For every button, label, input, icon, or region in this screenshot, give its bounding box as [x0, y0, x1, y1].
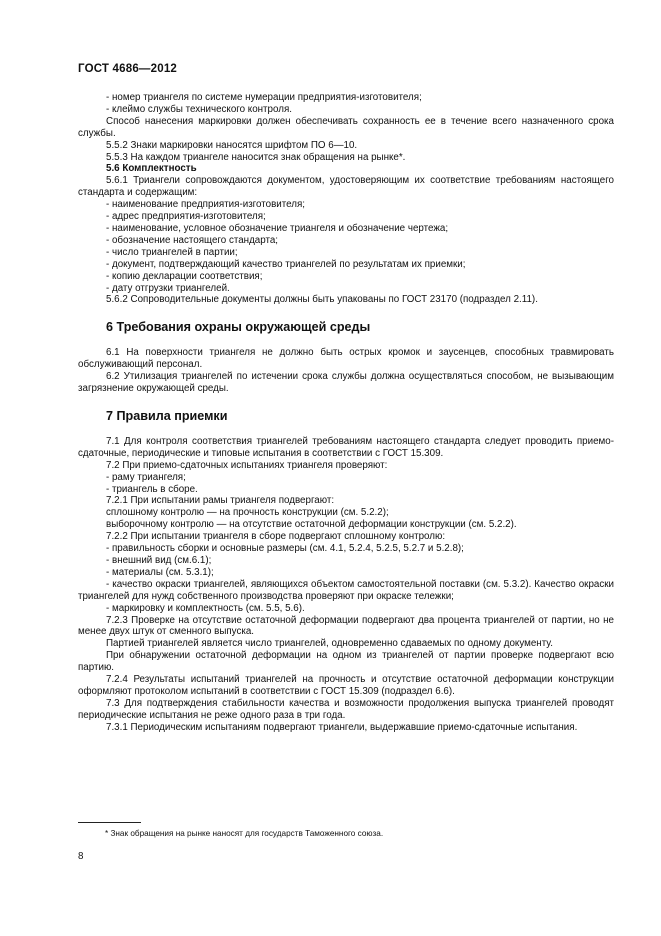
- paragraph: - качество окраски триангелей, являющихся объектом самостоятельной поставки (см. 5.3.2). Качество окраски триангелей для нужд собственного производства проверяют при окраске тележки;: [78, 578, 614, 602]
- section-heading: 7 Правила приемки: [106, 408, 228, 423]
- paragraph: 5.6.1 Триангели сопровождаются документом, удостоверяющим их соответствие требованиям настоящего стандарта и содержащим:: [78, 175, 614, 199]
- paragraph: - материалы (см. 5.3.1);: [106, 566, 214, 578]
- paragraph: - триангель в сборе.: [106, 483, 198, 495]
- paragraph: - обозначение настоящего стандарта;: [106, 234, 279, 246]
- paragraph: Способ нанесения маркировки должен обеспечивать сохранность ее в течение всего назначенного срока службы.: [78, 115, 614, 139]
- paragraph: сплошному контролю — на прочность конструкции (см. 5.2.2);: [106, 507, 389, 519]
- paragraph: - наименование, условное обозначение триангеля и обозначение чертежа;: [106, 222, 449, 234]
- paragraph: - дату отгрузки триангелей.: [106, 282, 230, 294]
- paragraph: 7.3.1 Периодическим испытаниям подвергают триангели, выдержавшие приемо-сдаточные испытания.: [106, 721, 578, 733]
- paragraph: - правильность сборки и основные размеры (см. 4.1, 5.2.4, 5.2.5, 5.2.7 и 5.2.8);: [106, 543, 464, 555]
- paragraph: - адрес предприятия-изготовителя;: [106, 211, 266, 223]
- paragraph: 7.3 Для подтверждения стабильности качества и возможности продолжения выпуска триангелей проводят периодические испытания не реже одного раза в три года.: [78, 697, 614, 721]
- document-header: ГОСТ 4686—2012: [78, 63, 178, 75]
- paragraph: - раму триангеля;: [106, 471, 186, 483]
- paragraph: 7.2.2 При испытании триангеля в сборе подвергают сплошному контролю:: [106, 531, 446, 543]
- document-body: [78, 92, 614, 734]
- page-number: 8: [78, 851, 84, 862]
- paragraph: 5.6 Комплектность: [106, 163, 197, 175]
- footnote: * Знак обращения на рынке наносят для государств Таможенного союза.: [105, 829, 384, 838]
- paragraph: 6.1 На поверхности триангеля не должно быть острых кромок и заусенцев, способных травмировать обслуживающий персонал.: [78, 347, 614, 371]
- paragraph: - копию декларации соответствия;: [106, 270, 263, 282]
- paragraph: 6.2 Утилизация триангелей по истечении срока службы должна осуществляться способом, не вызывающим загрязнение окружающей среды.: [78, 371, 614, 395]
- footnote-divider: [78, 822, 141, 823]
- paragraph: - внешний вид (см.6.1);: [106, 555, 212, 566]
- paragraph: 7.2 При приемо-сдаточных испытаниях триангеля проверяют:: [106, 459, 388, 471]
- paragraph: 7.1 Для контроля соответствия триангелей требованиям настоящего стандарта следует проводить приемо-сдаточные, периодические и типовые испытания в соответствии с ГОСТ 15.309.: [78, 435, 614, 459]
- paragraph: Партией триангелей является число триангелей, одновременно сдаваемых по одному документу.: [106, 638, 553, 650]
- paragraph: - наименование предприятия-изготовителя;: [106, 199, 306, 211]
- paragraph: 5.6.2 Сопроводительные документы должны быть упакованы по ГОСТ 23170 (подраздел 2.11).: [106, 294, 538, 306]
- paragraph: - документ, подтверждающий качество триангелей по результатам их приемки;: [106, 258, 466, 270]
- paragraph: - клеймо службы технического контроля.: [106, 103, 292, 115]
- paragraph: При обнаружении остаточной деформации на одном из триангелей от партии проверке подвергают всю партию.: [78, 650, 614, 674]
- paragraph: 5.5.3 На каждом триангеле наносится знак обращения на рынке*.: [106, 151, 406, 163]
- paragraph: 7.2.4 Результаты испытаний триангелей на прочность и отсутствие остаточной деформации конструкции оформляют протоколом испытаний в соответствии с ГОСТ 15.309 (подраздел 6.6).: [78, 674, 614, 697]
- section-heading: 6 Требования охраны окружающей среды: [106, 320, 371, 335]
- paragraph: - маркировку и комплектность (см. 5.5, 5.6).: [106, 602, 305, 614]
- paragraph: - номер триангеля по системе нумерации предприятия-изготовителя;: [106, 92, 422, 103]
- paragraph: 7.2.1 При испытании рамы триангеля подвергают:: [106, 495, 335, 507]
- paragraph: 7.2.3 Проверке на отсутствие остаточной деформации подвергают два процента триангелей от партии, но не менее двух штук от сменного выпуска.: [78, 614, 614, 638]
- paragraph: 5.5.2 Знаки маркировки наносятся шрифтом ПО 6—10.: [106, 139, 358, 151]
- paragraph: выборочному контролю — на отсутствие остаточной деформации конструкции (см. 5.2.2).: [106, 519, 517, 531]
- paragraph: - число триангелей в партии;: [106, 246, 238, 258]
